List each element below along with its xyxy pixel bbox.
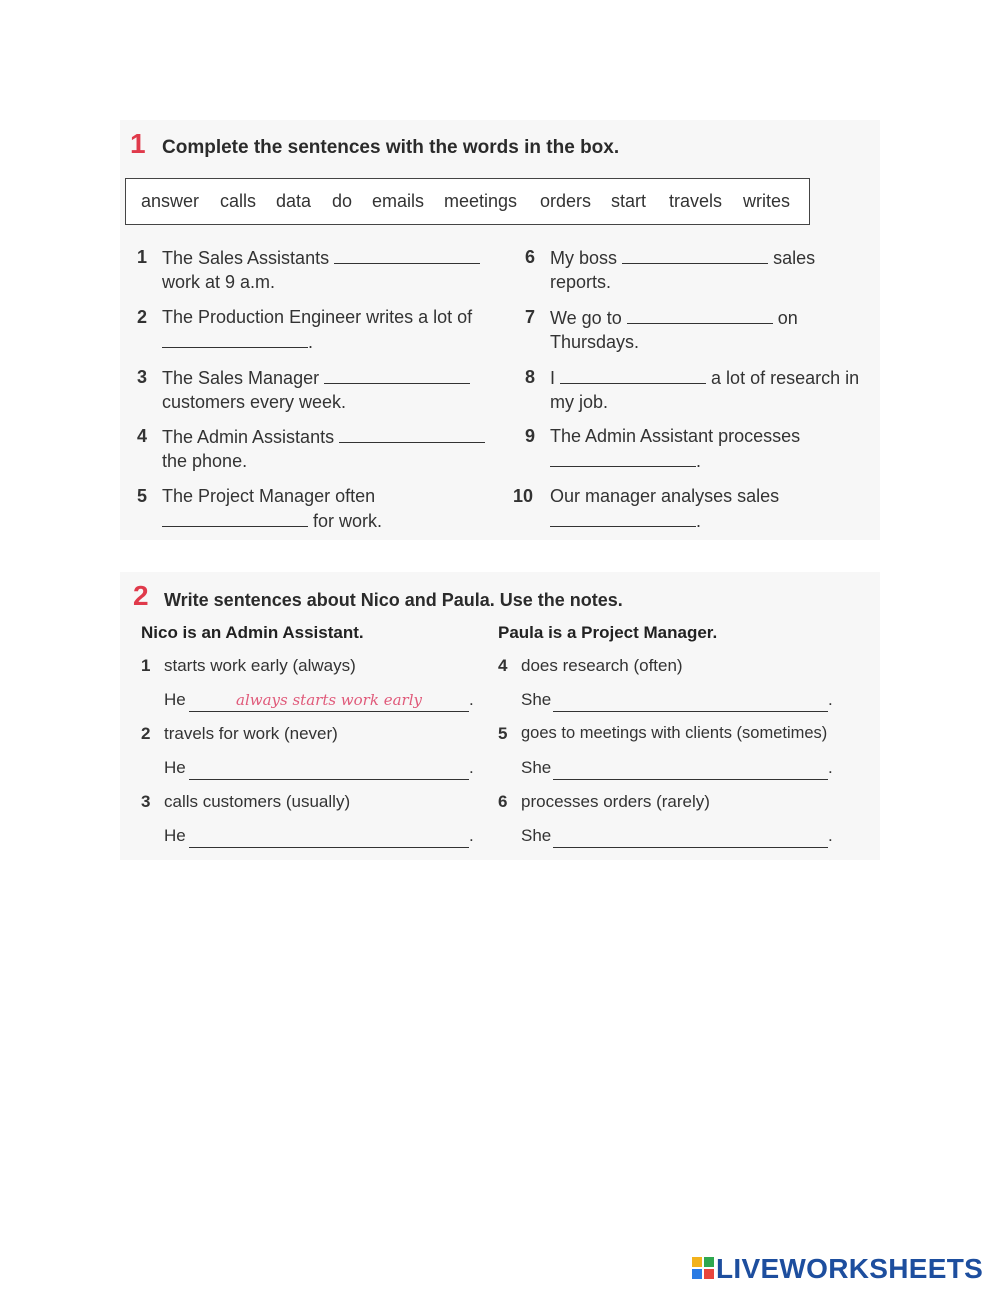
word-box-item: orders xyxy=(540,191,592,211)
answer-blank[interactable] xyxy=(550,508,696,527)
item-text: a lot of research in my job. xyxy=(550,368,860,412)
word-box-item: travels xyxy=(669,191,723,211)
paula-heading: Paula is a Project Manager. xyxy=(498,623,718,642)
item-note: travels for work (never) xyxy=(164,724,338,743)
item-text: . xyxy=(308,332,314,352)
item-number: 2 xyxy=(137,307,148,327)
item-text: The Sales Manager xyxy=(162,368,320,388)
word-box-item: data xyxy=(276,191,312,211)
item-text: My boss xyxy=(550,248,618,268)
item-text: sales reports. xyxy=(550,248,816,292)
item-note: starts work early (always) xyxy=(164,656,356,675)
pronoun: He xyxy=(164,826,186,845)
item-text: The Sales Assistants xyxy=(162,248,330,268)
item-number: 10 xyxy=(513,486,534,506)
word-box-item: emails xyxy=(372,191,425,211)
pronoun: She xyxy=(521,826,552,845)
word-box-item: calls xyxy=(220,191,257,211)
item-number: 5 xyxy=(137,486,148,506)
pronoun: She xyxy=(521,758,552,777)
item-number: 2 xyxy=(141,724,151,743)
item-text: on Thursdays. xyxy=(550,308,798,352)
answer-blank[interactable] xyxy=(334,245,480,264)
answer-blank[interactable] xyxy=(339,424,485,443)
item-text: The Production Engineer writes a lot of xyxy=(162,307,473,327)
word-box xyxy=(125,178,810,225)
exercise-2-title: Write sentences about Nico and Paula. Use the notes. xyxy=(164,590,623,610)
answer-blank[interactable] xyxy=(162,329,308,348)
item-text: The Project Manager often xyxy=(162,486,376,506)
item-text: the phone. xyxy=(162,451,248,471)
word-box-item: meetings xyxy=(444,191,518,211)
item-number: 5 xyxy=(498,724,508,743)
item-text: I xyxy=(550,368,556,388)
item-text: for work. xyxy=(313,511,383,531)
answer-blank[interactable] xyxy=(622,245,768,264)
word-box-item: answer xyxy=(141,191,200,211)
item-number: 9 xyxy=(525,426,536,446)
answer-field[interactable] xyxy=(189,826,469,848)
item-note: goes to meetings with clients (sometimes) xyxy=(521,724,828,742)
word-box-item: do xyxy=(332,191,353,211)
item-text: We go to xyxy=(550,308,622,328)
item-note: does research (often) xyxy=(521,656,683,675)
item-text: Our manager analyses sales xyxy=(550,486,780,506)
item-text: . xyxy=(696,451,702,471)
item-number: 4 xyxy=(498,656,508,675)
pronoun: He xyxy=(164,690,186,709)
item-note: processes orders (rarely) xyxy=(521,792,710,811)
item-number: 8 xyxy=(525,367,536,387)
exercise-1-number: 1 xyxy=(130,128,146,159)
item-number: 4 xyxy=(137,426,148,446)
answer-blank[interactable] xyxy=(550,448,696,467)
answer-field[interactable] xyxy=(553,826,828,848)
item-note: calls customers (usually) xyxy=(164,792,351,811)
item-number: 6 xyxy=(498,792,508,811)
pronoun: She xyxy=(521,690,552,709)
logo-text: LIVEWORKSHEETS xyxy=(716,1253,984,1284)
word-box-item: start xyxy=(611,191,647,211)
answer-blank[interactable] xyxy=(162,508,308,527)
exercise-2-number: 2 xyxy=(133,580,149,611)
item-number: 1 xyxy=(137,247,148,267)
item-text: The Admin Assistants xyxy=(162,427,335,447)
item-number: 7 xyxy=(525,307,536,327)
nico-heading: Nico is an Admin Assistant. xyxy=(141,623,364,642)
answer-blank[interactable] xyxy=(560,365,706,384)
exercise-1-title: Complete the sentences with the words in the box. xyxy=(162,137,620,158)
exercise-1-panel xyxy=(120,120,880,540)
item-number: 1 xyxy=(141,656,151,675)
answer-field[interactable] xyxy=(189,758,469,780)
answer-blank[interactable] xyxy=(627,305,773,324)
pronoun: He xyxy=(164,758,186,777)
item-number: 6 xyxy=(525,247,536,267)
item-number: 3 xyxy=(141,792,151,811)
answer-blank[interactable] xyxy=(324,365,470,384)
word-box-item: writes xyxy=(743,191,791,211)
answer-field[interactable] xyxy=(553,690,828,712)
item-text: The Admin Assistant processes xyxy=(550,426,801,446)
answer-field[interactable]: always starts work early xyxy=(189,690,469,712)
logo-mark-icon xyxy=(692,1257,714,1279)
answer-field[interactable] xyxy=(553,758,828,780)
item-text: customers every week. xyxy=(162,392,347,412)
item-text: work at 9 a.m. xyxy=(162,272,276,292)
item-number: 3 xyxy=(137,367,148,387)
item-text: . xyxy=(696,511,702,531)
exercise-2-panel: 2 Write sentences about Nico and Paula. Use the notes. Nico is an Admin Assistant. Paula is a Project Manager. 1 starts work early (always) He always starts work early . 2 travels for work (never) He . 3 calls customers (usually) He . 4 does research (often) She . 5 goes to meetings with clients (sometimes) She . 6 processes orders (rarely) She . xyxy=(120,572,880,860)
